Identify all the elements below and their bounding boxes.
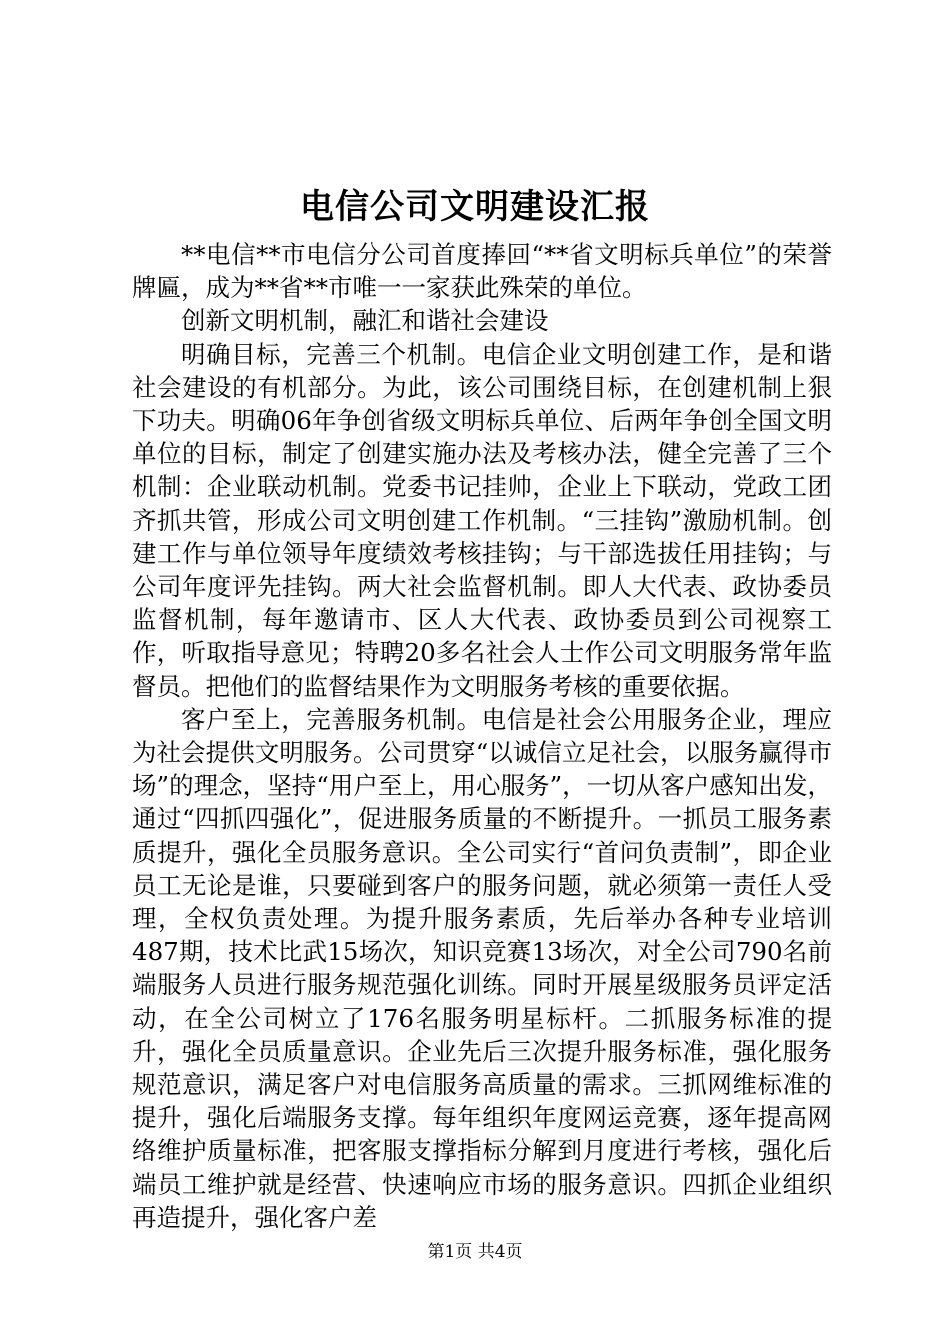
- paragraph-service: 客户至上，完善服务机制。电信是社会公用服务企业，理应为社会提供文明服务。公司贯穿“以诚信立足社会，以服务赢得市场”的理念，坚持“用户至上，用心服务”，一切从客户感知出发，通过“四抓四强化”，促进服务质量的不断提升。一抓员工服务素质提升，强化全员服务意识。全公司实行“首问负责制”，即企业员工无论是谁，只要碰到客户的服务问题，就必须第一责任人受理，全权负责处理。为提升服务素质，先后举办各种专业培训487期，技术比武15场次，知识竞赛13场次，对全公司790名前端服务人员进行服务规范强化训练。同时开展星级服务员评定活动，在全公司树立了176名服务明星标杆。二抓服务标准的提升，强化全员质量意识。企业先后三次提升服务标准，强化服务规范意识，满足客户对电信服务高质量的需求。三抓网维标准的提升，强化后端服务支撑。每年组织年度网运竞赛，逐年提高网络维护质量标准，把客服支撑指标分解到月度进行考核，强化后端员工维护就是经营、快速响应市场的服务意识。四抓企业组织再造提升，强化客户差: [132, 704, 832, 1232]
- section-heading: 创新文明机制，融汇和谐社会建设: [181, 306, 549, 336]
- document-title: 电信公司文明建设汇报: [300, 187, 650, 227]
- document-body: [132, 238, 832, 1234]
- page-footer: 第1页 共4页: [427, 1242, 523, 1262]
- paragraph-intro: **电信**市电信分公司首度捧回“**省文明标兵单位”的荣誉牌匾，成为**省**市唯一一家获此殊荣的单位。: [132, 240, 832, 303]
- paragraph-mechanisms: 明确目标，完善三个机制。电信企业文明创建工作，是和谐社会建设的有机部分。为此，该公司围绕目标，在创建机制上狠下功夫。明确06年争创省级文明标兵单位、后两年争创全国文明单位的目标，制定了创建实施办法及考核办法，健全完善了三个机制：企业联动机制。党委书记挂帅，企业上下联动，党政工团齐抓共管，形成公司文明创建工作机制。“三挂钩”激励机制。创建工作与单位领导年度绩效考核挂钩；与干部选拔任用挂钩；与公司年度评先挂钩。两大社会监督机制。即人大代表、政协委员监督机制，每年邀请市、区人大代表、政协委员到公司视察工作，听取指导意见；特聘20多名社会人士作公司文明服务常年监督员。把他们的监督结果作为文明服务考核的重要依据。: [132, 339, 832, 701]
